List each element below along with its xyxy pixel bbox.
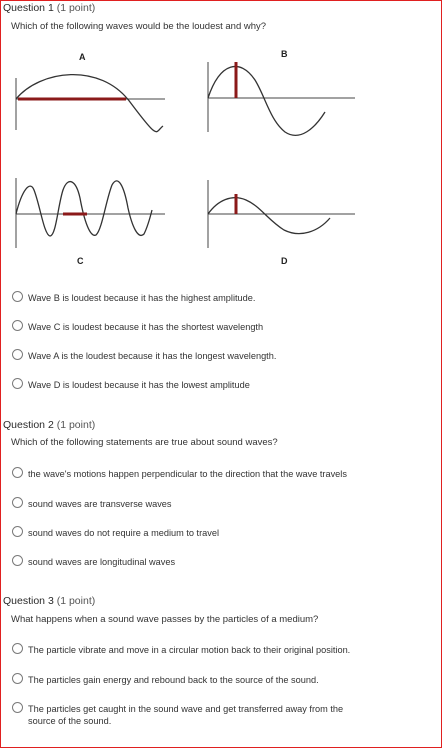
radio-button[interactable] xyxy=(12,555,23,566)
question-1-label: Question 1 xyxy=(3,2,54,14)
q3-option-1[interactable] xyxy=(12,644,350,656)
question-3-points: (1 point) xyxy=(56,595,96,607)
question-1-points: (1 point) xyxy=(56,2,96,14)
wave-b-label: B xyxy=(281,49,288,59)
q2-option-3[interactable] xyxy=(12,527,219,539)
question-2-prompt: Which of the following statements are true about sound waves? xyxy=(11,437,278,448)
q2-option-4-label: sound waves are longitudinal waves xyxy=(28,557,176,567)
wave-d-label: D xyxy=(281,256,288,266)
q1-option-3-label: Wave A is the loudest because it has the longest wavelength. xyxy=(28,351,277,361)
radio-button[interactable] xyxy=(12,526,23,537)
radio-button[interactable] xyxy=(12,497,23,508)
wave-c-diagram xyxy=(16,178,165,248)
radio-button[interactable] xyxy=(12,291,23,302)
wave-c-label: C xyxy=(77,256,84,266)
q3-option-3[interactable] xyxy=(12,703,368,727)
radio-button[interactable] xyxy=(12,467,23,478)
q2-option-2[interactable] xyxy=(12,498,172,510)
q1-option-2[interactable] xyxy=(12,321,263,333)
radio-button[interactable] xyxy=(12,320,23,331)
q2-option-4[interactable] xyxy=(12,556,175,568)
q3-option-1-label: The particle vibrate and move in a circular motion back to their original position. xyxy=(28,645,351,655)
q3-option-3-label: The particles get caught in the sound wave and get transferred away from the source of the sound. xyxy=(28,704,344,726)
q2-option-1-label: the wave's motions happen perpendicular to the direction that the wave travels xyxy=(28,469,347,479)
q2-option-1[interactable] xyxy=(12,468,347,480)
wave-a-label: A xyxy=(79,52,86,62)
question-2-title xyxy=(3,419,95,431)
radio-button[interactable] xyxy=(12,378,23,389)
wave-d-diagram xyxy=(208,180,355,248)
radio-button[interactable] xyxy=(12,673,23,684)
q1-option-3[interactable] xyxy=(12,350,276,362)
question-3-label: Question 3 xyxy=(3,595,54,607)
q1-option-2-label: Wave C is loudest because it has the shortest wavelength xyxy=(28,322,264,332)
question-1-title xyxy=(3,2,95,14)
q1-option-1-label: Wave B is loudest because it has the highest amplitude. xyxy=(28,293,256,303)
q1-option-4[interactable] xyxy=(12,379,250,391)
q1-option-4-label: Wave D is loudest because it has the lowest amplitude xyxy=(28,380,250,390)
waves-figure xyxy=(0,40,442,310)
question-2-label: Question 2 xyxy=(3,419,54,431)
radio-button[interactable] xyxy=(12,643,23,654)
question-3-prompt: What happens when a sound wave passes by the particles of a medium? xyxy=(11,614,319,625)
q1-option-1[interactable] xyxy=(12,292,255,304)
q3-option-2[interactable] xyxy=(12,674,319,686)
radio-button[interactable] xyxy=(12,702,23,713)
wave-b-diagram xyxy=(208,62,355,135)
q2-option-2-label: sound waves are transverse waves xyxy=(28,499,172,509)
radio-button[interactable] xyxy=(12,349,23,360)
question-1-prompt: Which of the following waves would be the loudest and why? xyxy=(11,21,267,32)
question-2-points: (1 point) xyxy=(56,419,96,431)
q3-option-2-label: The particles gain energy and rebound back to the source of the sound. xyxy=(28,675,319,685)
wave-a-diagram xyxy=(16,75,165,132)
question-3-title xyxy=(3,595,95,607)
q2-option-3-label: sound waves do not require a medium to travel xyxy=(28,528,219,538)
